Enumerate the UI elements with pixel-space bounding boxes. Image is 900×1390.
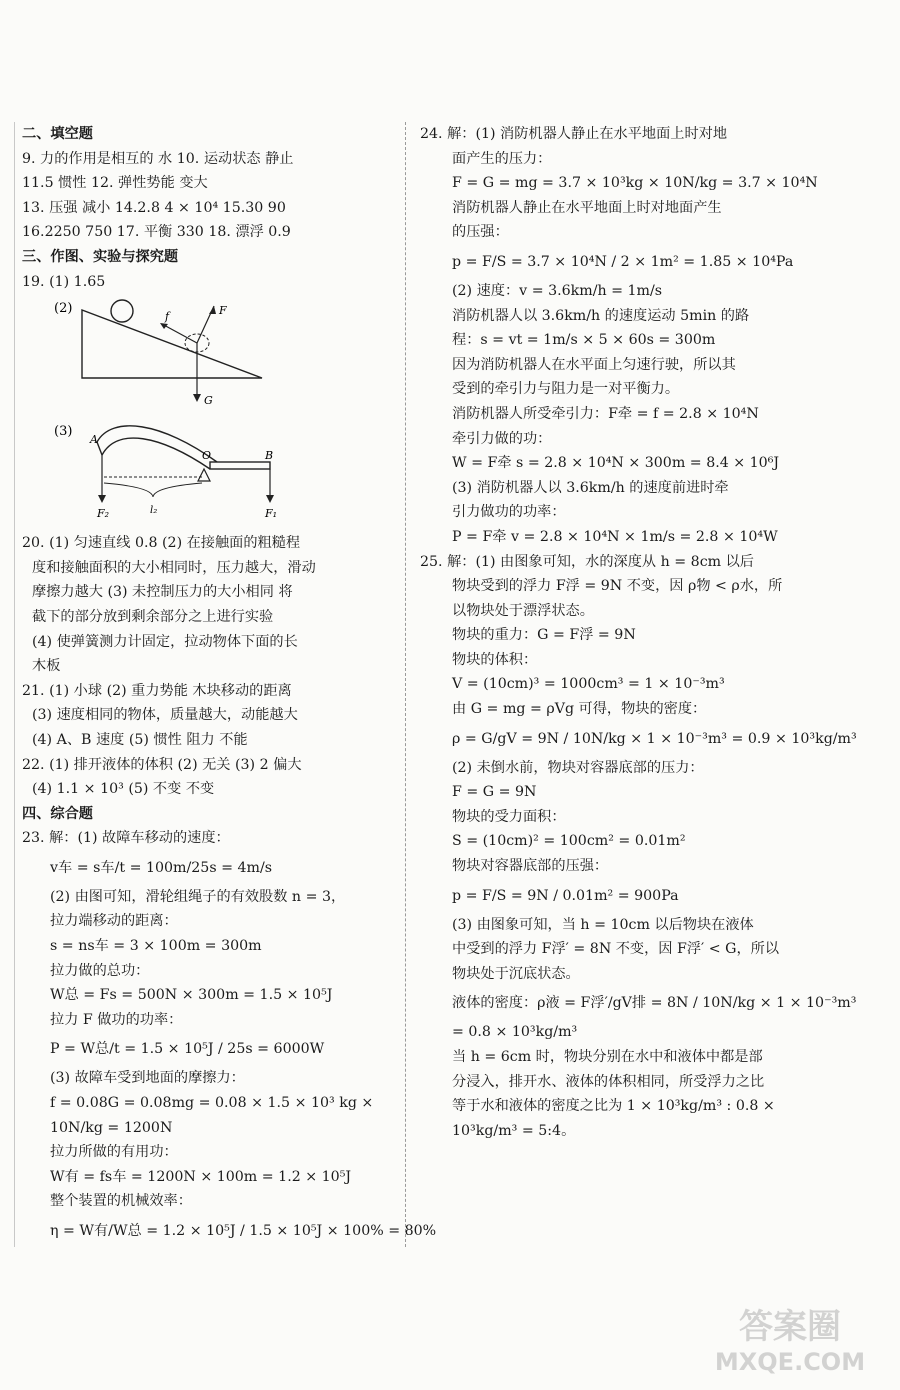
- watermark-logo: [690, 1300, 890, 1380]
- ball: [111, 300, 133, 322]
- text-line: 22. (1) 排开液体的体积 (2) 无关 (3) 2 偏大: [22, 756, 302, 773]
- text-line: 木板: [32, 658, 61, 675]
- text-line: (3) 故障车受到地面的摩擦力：: [50, 1070, 245, 1087]
- lever-label: (3): [54, 424, 73, 440]
- text-line: 10³kg/m³ = 5:4。: [452, 1122, 576, 1139]
- text-line: 消防机器人所受牵引力：F牵 = f = 2.8 × 10⁴N: [452, 405, 759, 422]
- watermark-url: MXQE.COM: [714, 1348, 866, 1376]
- text-line: 液体的密度：ρ液 = F浮′/gV排 = 8N / 10N/kg × 1 × 10⁻³m³: [452, 995, 857, 1012]
- section-heading: 四、综合题: [22, 805, 93, 822]
- lever-arm-curve-top: [97, 426, 217, 462]
- incline-diagram: [52, 298, 292, 413]
- text-line: ρ = G/gV = 9N / 10N/kg × 1 × 10⁻³m³ = 0.9 × 10³kg/m³: [452, 730, 857, 747]
- text-line: s = ns车 = 3 × 100m = 300m: [50, 938, 262, 955]
- text-line: 11.5 惯性 12. 弹性势能 变大: [22, 175, 208, 192]
- text-line: 24. 解：(1) 消防机器人静止在水平地面上时对地: [420, 126, 728, 142]
- text-line: F = G = 9N: [452, 784, 537, 801]
- text-line: 物块对容器底部的压强：: [452, 858, 609, 875]
- incline-plane: [82, 310, 262, 378]
- text-line: (4) 使弹簧测力计固定，拉动物体下面的长: [32, 633, 298, 650]
- lever-diagram: [52, 417, 292, 527]
- text-line: 物块的重力：G = F浮 = 9N: [452, 627, 636, 644]
- text-line: W有 = fs车 = 1200N × 100m = 1.2 × 10⁵J: [50, 1168, 352, 1185]
- text-line: W总 = Fs = 500N × 300m = 1.5 × 10⁵J: [50, 987, 333, 1004]
- text-line: (3) 消防机器人以 3.6km/h 的速度前进时牵: [452, 479, 729, 496]
- text-line: 消防机器人静止在水平地面上时对地面产生: [452, 199, 722, 216]
- point-O: O: [202, 449, 212, 463]
- text-line: 截下的部分放到剩余部分之上进行实验: [32, 608, 274, 625]
- text-line: (2) 由图可知，滑轮组绳子的有效股数 n = 3，: [50, 888, 346, 905]
- text-line: 当 h = 6cm 时，物块分别在水中和液体中都是部: [452, 1049, 763, 1065]
- text-line: W = F牵 s = 2.8 × 10⁴N × 300m = 8.4 × 10⁶J: [452, 455, 780, 472]
- text-line: p = F/S = 3.7 × 10⁴N / 2 × 1m² = 1.85 × 10⁴Pa: [452, 253, 794, 270]
- text-line: 中受到的浮力 F浮′ = 8N 不变，因 F浮′ < G，所以: [452, 941, 780, 958]
- text-line: 25. 解：(1) 由图象可知，水的深度从 h = 8cm 以后: [420, 553, 754, 570]
- text-line: F = G = mg = 3.7 × 10³kg × 10N/kg = 3.7 × 10⁴N: [452, 175, 818, 192]
- text-line: v车 = s车/t = 100m/25s = 4m/s: [50, 859, 273, 876]
- text-line: 分浸入，排开水、液体的体积相同，所受浮力之比: [452, 1073, 765, 1090]
- lever-bar: [210, 462, 270, 469]
- text-line: 程：s = vt = 1m/s × 5 × 60s = 300m: [452, 332, 716, 349]
- force-label-f: f: [165, 310, 170, 324]
- force-arrow-f: [162, 324, 197, 343]
- text-line: 9. 力的作用是相互的 水 10. 运动状态 静止: [22, 150, 294, 167]
- text-line: (2) 未倒水前，物块对容器底部的压力：: [452, 759, 704, 776]
- text-line: P = W总/t = 1.5 × 10⁵J / 25s = 6000W: [50, 1041, 325, 1058]
- text-line: 面产生的压力：: [452, 150, 552, 167]
- text-line: S = (10cm)² = 100cm² = 0.01m²: [452, 833, 686, 850]
- watermark-title: 答案圈: [739, 1307, 841, 1347]
- text-line: (4) A、B 速度 (5) 惯性 阻力 不能: [32, 731, 248, 748]
- text-line: 消防机器人以 3.6km/h 的速度运动 5min 的路: [452, 307, 750, 324]
- text-line: 牵引力做的功：: [452, 430, 552, 447]
- left-margin-rule: [14, 122, 15, 1247]
- text-line: 20. (1) 匀速直线 0.8 (2) 在接触面的粗糙程: [22, 535, 301, 552]
- fulcrum: [198, 469, 210, 481]
- text-line: 引力做功的功率：: [452, 504, 566, 521]
- section-heading: 三、作图、实验与探究题: [22, 248, 179, 265]
- text-line: 19. (1) 1.65: [22, 273, 106, 290]
- text-line: 拉力端移动的距离：: [50, 913, 178, 930]
- left-column: [22, 122, 437, 1248]
- text-line: P = F牵 v = 2.8 × 10⁴N × 1m/s = 2.8 × 10⁴W: [452, 528, 778, 545]
- text-line: = 0.8 × 10³kg/m³: [452, 1024, 578, 1041]
- text-line: 物块的体积：: [452, 651, 538, 668]
- text-line: 物块处于沉底状态。: [452, 965, 580, 982]
- right-column: [420, 122, 857, 1143]
- force-label-F: F: [219, 304, 227, 318]
- text-line: 受到的牵引力与阻力是一对平衡力。: [452, 381, 680, 398]
- text-line: 物块的受力面积：: [452, 808, 566, 825]
- point-A: A: [90, 433, 98, 447]
- text-line: 10N/kg = 1200N: [50, 1119, 173, 1136]
- text-line: (4) 1.1 × 10³ (5) 不变 不变: [32, 781, 215, 798]
- text-line: 的压强：: [452, 224, 509, 241]
- text-line: (3) 由图象可知，当 h = 10cm 以后物块在液体: [452, 916, 754, 933]
- text-line: 拉力所做的有用功：: [50, 1144, 178, 1161]
- text-line: 因为消防机器人在水平面上匀速行驶，所以其: [452, 356, 736, 373]
- text-line: V = (10cm)³ = 1000cm³ = 1 × 10⁻³m³: [452, 676, 725, 693]
- text-line: (2) 速度：v = 3.6km/h = 1m/s: [452, 282, 663, 299]
- text-line: 拉力做的总功：: [50, 962, 150, 979]
- text-line: 由 G = mg = ρVg 可得，物块的密度：: [452, 701, 707, 718]
- arm-brace: [104, 483, 202, 497]
- force-label-F1: F₁: [265, 507, 278, 521]
- text-line: 以物块处于漂浮状态。: [452, 602, 594, 619]
- text-line: 整个装置的机械效率：: [50, 1193, 192, 1210]
- text-line: 23. 解：(1) 故障车移动的速度：: [22, 830, 230, 847]
- text-line: (3) 速度相同的物体，质量越大，动能越大: [32, 707, 298, 724]
- point-B: B: [265, 449, 274, 463]
- column-divider: [405, 122, 407, 1247]
- text-line: 13. 压强 减小 14.2.8 4 × 10⁴ 15.30 90: [22, 199, 286, 216]
- text-line: η = W有/W总 = 1.2 × 10⁵J / 1.5 × 10⁵J × 100% = 80%: [50, 1223, 437, 1239]
- text-line: 拉力 F 做功的功率：: [50, 1011, 183, 1028]
- text-line: 16.2250 750 17. 平衡 330 18. 漂浮 0.9: [22, 224, 291, 241]
- text-line: 摩擦力越大 (3) 未控制压力的大小相同 将: [32, 584, 293, 601]
- section-heading: 二、填空题: [22, 126, 93, 142]
- force-label-G: G: [204, 394, 213, 408]
- force-label-F2: F₂: [97, 507, 110, 521]
- text-line: 度和接触面积的大小相同时，压力越大，滑动: [32, 559, 316, 576]
- text-line: f = 0.08G = 0.08mg = 0.08 × 1.5 × 10³ kg ×: [50, 1095, 374, 1112]
- arm-label-l2: l₂: [150, 505, 158, 517]
- text-line: p = F/S = 9N / 0.01m² = 900Pa: [452, 887, 679, 904]
- text-line: 21. (1) 小球 (2) 重力势能 木块移动的距离: [22, 682, 292, 699]
- lever-arm-curve-bottom: [102, 438, 210, 469]
- incline-label: (2): [54, 301, 73, 317]
- text-line: 等于水和液体的密度之比为 1 × 10³kg/m³ : 0.8 ×: [452, 1098, 775, 1115]
- text-line: 物块受到的浮力 F浮 = 9N 不变，因 ρ物 < ρ水，所: [452, 578, 783, 595]
